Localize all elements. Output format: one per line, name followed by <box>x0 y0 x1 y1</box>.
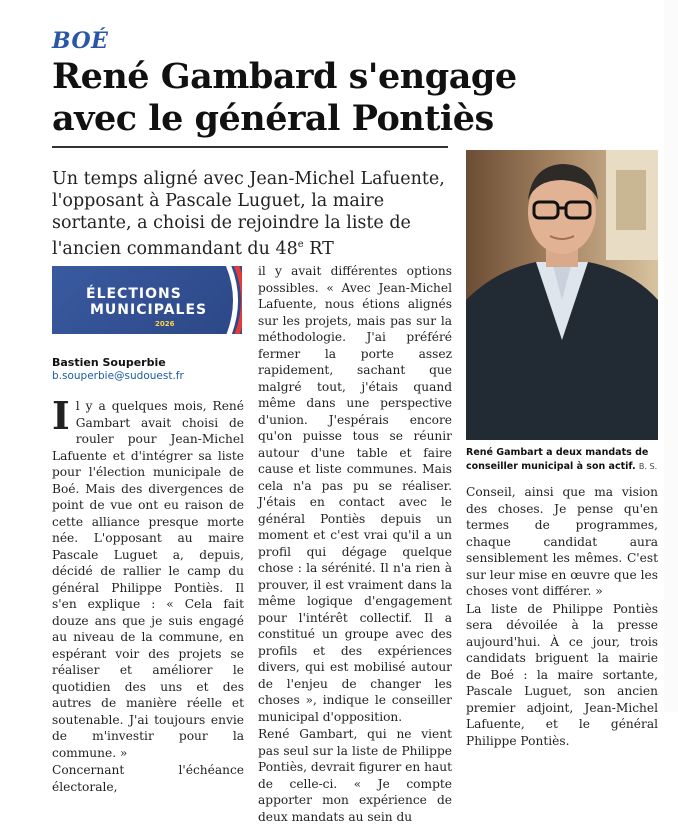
paragraph: Conseil, ainsi que ma vision des choses. Je pense qu'en termes de programmes, chaque candidat aura sensiblement les mêmes. C'est sur leur mise en œuvre que les choses vont différer. » <box>466 485 658 598</box>
title-divider <box>52 146 448 148</box>
portrait-photo <box>466 150 658 440</box>
flag-stripes-icon <box>216 266 242 334</box>
paragraph: Il y a quelques mois, René Gambart avait choisi de rouler pour Jean-Michel Lafuente et d'intégrer sa liste pour l'élection municipale de Boé. Mais des divergences de point de vue ont eu raison de cette alliance presque morte née. L'opposant au maire Pascale Luguet a, depuis, décidé de rallier le camp du général Philippe Pontiès. Il s'en explique : « Cela fait douze ans que je suis engagé au niveau de la commune, en espérant voir des projets se réaliser et améliorer le quotidien des uns et des autres de manière réelle et soutenable. J'ai toujours envie de m'investir pour la commune. » <box>52 393 244 760</box>
paragraph: La liste de Philippe Pontiès sera dévoilée à la presse aujourd'hui. À ce jour, trois candidats briguent la mairie de Boé : la maire sortante, Pascale Luguet, son ancien premier adjoint, Jean-Michel Lafuente, et le général Philippe Pontiès. <box>466 601 658 748</box>
badge-line2: MUNICIPALES <box>90 302 208 318</box>
photo-caption: René Gambart a deux mandats de conseiller municipal à son actif. B. S. <box>466 447 658 472</box>
paragraph: il y avait différentes options possibles. « Avec Jean-Michel Lafuente, nous étions alignés sur les projets, mais pas sur la méthodologie. J'ai préféré fermer la porte assez rapidement, sachant que malgré tout, j'étais quand même dans une perspective d'union. J'espérais encore qu'on puisse tous se réunir autour d'une table et faire cause et liste communes. Mais cela n'a pas pu se réaliser. J'étais en contact avec le général Pontiès depuis un moment et c'est vrai qu'il a un profil qui dégage quelque chose : la sérénité. Il n'a rien à prouver, il est vraiment dans la même logique d'engagement pour l'intérêt collectif. Il a constitué un groupe avec des profils et des expériences divers, qui est mobilisé autour de l'enjeu de changer les choses », indique le conseiller municipal d'opposition. <box>258 264 452 724</box>
paragraph: René Gambart, qui ne vient pas seul sur la liste de Philippe Pontiès, devrait figurer en haut de celle-ci. « Je compte apporter mon expérience de deux mandats au sein du <box>258 727 452 824</box>
photo-credit: B. S. <box>638 462 658 471</box>
author-name: Bastien Souperbie <box>52 356 166 369</box>
article-lead: Un temps aligné avec Jean-Michel Lafuente, l'opposant à Pascale Luguet, la maire sortante, a choisi de rejoindre la liste de l'ancien commandant du 48e RT <box>52 169 445 259</box>
article-column-3 <box>466 484 658 750</box>
badge-line1: ÉLECTIONS <box>86 286 182 302</box>
article-column-2 <box>258 263 452 826</box>
article-column-1 <box>52 393 244 796</box>
author-email[interactable]: b.souperbie@sudouest.fr <box>52 370 184 382</box>
drop-cap: I <box>52 393 70 438</box>
elections-badge <box>52 266 242 334</box>
section-rubric: BOÉ <box>52 28 109 54</box>
portrait-illustration <box>466 150 658 440</box>
adjacent-page-edge <box>664 0 678 712</box>
badge-year: 2026 <box>155 320 175 328</box>
paragraph: Concernant l'échéance électorale, <box>52 763 244 794</box>
article-title: René Gambard s'engage avec le général Pontiès <box>52 56 517 139</box>
